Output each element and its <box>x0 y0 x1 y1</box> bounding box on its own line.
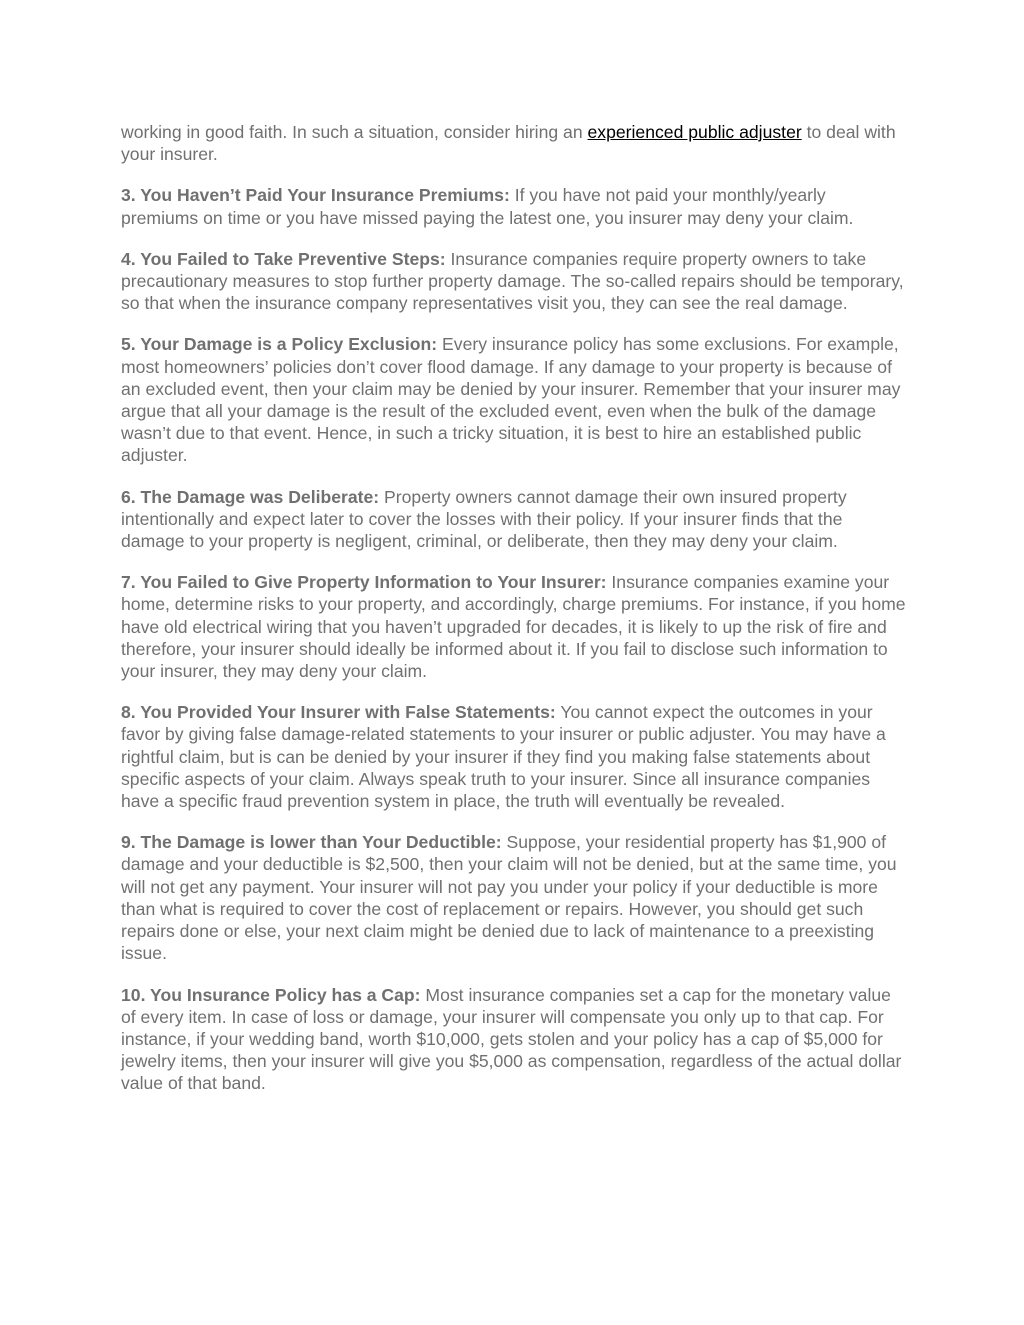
section-6-body: Property owners cannot damage their own insured property intentionally and expect later to cover the losses with their policy. If your insurer finds that the damage to your property is negligent, criminal, or deliberate, then they may deny your claim. <box>121 486 847 552</box>
section-5-heading: 5. Your Damage is a Policy Exclusion: <box>121 334 438 355</box>
section-9-heading: 9. The Damage is lower than Your Deductible: <box>121 832 502 853</box>
section-10-heading: 10. You Insurance Policy has a Cap: <box>121 984 421 1005</box>
section-3-paragraph <box>121 184 906 228</box>
section-7-body: Insurance companies examine your home, determine risks to your property, and accordingly, charge premiums. For instance, if you home have old electrical wiring that you haven’t upgraded for decades, it is likely to up the risk of fire and therefore, your insurer should ideally be informed about it. If you fail to disclose such information to your insurer, they may deny your claim. <box>121 572 906 682</box>
section-10-body: Most insurance companies set a cap for the monetary value of every item. In case of loss or damage, your insurer will compensate you only up to that cap. For instance, if your wedding band, worth $10,000, gets stolen and your policy has a cap of $5,000 for jewelry items, then your insurer will give you $5,000 as compensation, regardless of the actual dollar value of that band. <box>121 984 902 1094</box>
section-8-heading: 8. You Provided Your Insurer with False Statements: <box>121 702 556 723</box>
section-8-body: You cannot expect the outcomes in your favor by giving false damage-related statements to your insurer or public adjuster. You may have a rightful claim, but is can be denied by your insurer if they find you making false statements about specific aspects of your claim. Always speak truth to your insurer. Since all insurance companies have a specific fraud prevention system in place, the truth will eventually be revealed. <box>121 702 886 812</box>
section-4-body: Insurance companies require property owners to take precautionary measures to stop further property damage. The so-called repairs should be temporary, so that when the insurance company representatives visit you, they can see the real damage. <box>121 248 904 314</box>
intro-text-end: to deal with your insurer. <box>121 122 896 165</box>
section-9-body: Suppose, your residential property has $1,900 of damage and your deductible is $2,500, then your claim will not be denied, but at the same time, you will not get any payment. Your insurer will not pay you under your policy if your deductible is more than what is required to cover the cost of replacement or repairs. However, you should get such repairs done or else, your next claim might be denied due to lack of maintenance to a preexisting issue. <box>121 832 897 964</box>
section-10-paragraph <box>121 984 906 1095</box>
section-6-paragraph <box>121 486 906 553</box>
intro-text: working in good faith. In such a situation, consider hiring an <box>121 122 588 142</box>
section-3-heading: 3. You Haven’t Paid Your Insurance Premiums: <box>121 185 510 206</box>
section-9-paragraph <box>121 831 906 964</box>
section-5-body: Every insurance policy has some exclusions. For example, most homeowners’ policies don’t cover flood damage. If any damage to your property is because of an excluded event, then your claim may be denied by your insurer. Remember that your insurer may argue that all your damage is the result of the excluded event, even when the bulk of the damage wasn’t due to that event. Hence, in such a tricky situation, it is best to hire an established public adjuster. <box>121 334 901 466</box>
intro-paragraph <box>121 121 906 165</box>
section-4-paragraph <box>121 248 906 315</box>
document-page <box>121 121 906 1114</box>
experienced-public-adjuster-link[interactable]: experienced public adjuster <box>587 122 802 142</box>
section-8-paragraph <box>121 701 906 812</box>
section-7-paragraph <box>121 571 906 682</box>
section-3-body: If you have not paid your monthly/yearly premiums on time or you have missed paying the latest one, you insurer may deny your claim. <box>121 185 854 228</box>
section-5-paragraph <box>121 333 906 466</box>
section-4-heading: 4. You Failed to Take Preventive Steps: <box>121 248 446 269</box>
section-7-heading: 7. You Failed to Give Property Information to Your Insurer: <box>121 572 607 593</box>
section-6-heading: 6. The Damage was Deliberate: <box>121 486 380 507</box>
